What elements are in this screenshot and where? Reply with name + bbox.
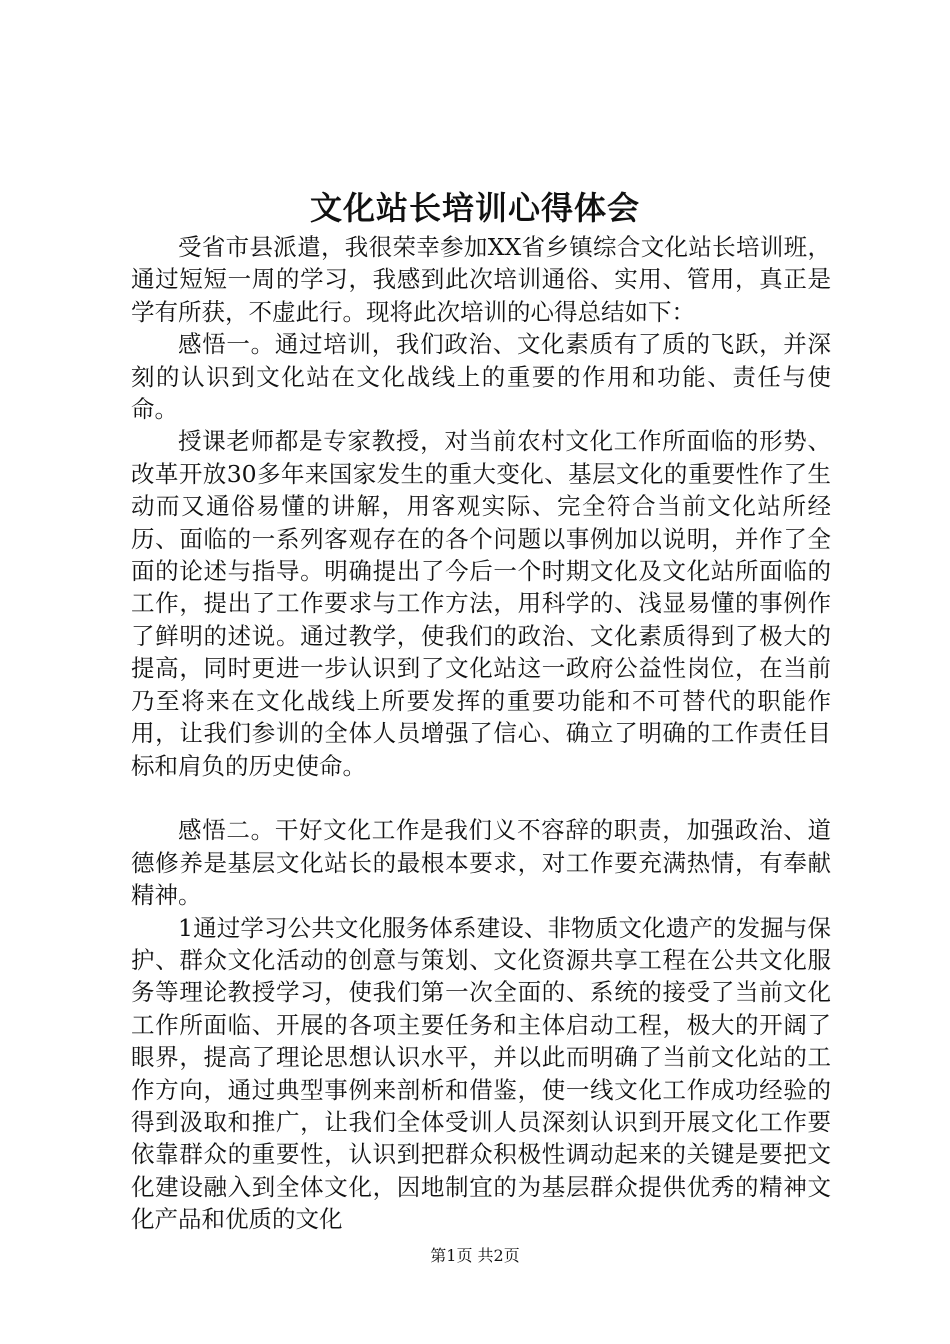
paragraph-point-one: 1通过学习公共文化服务体系建设、非物质文化遗产的发掘与保护、群众文化活动的创意与策划、文化资源共享工程在公共文化服务等理论教授学习，使我们第一次全面的、系统的接受了当前文化工作所面临、开展的各项主要任务和主体启动工程，极大的开阔了眼界，提高了理论思想认识水平，并以此而明确了当前文化站的工作方向，通过典型事例来剖析和借鉴，使一线文化工作成功经验的得到汲取和推广，让我们全体受训人员深刻认识到开展文化工作要依靠群众的重要性，认识到把群众积极性调动起来的关键是要把文化建设融入到全体文化，因地制宜的为基层群众提供优秀的精神文化产品和优质的文化 [131,913,831,1234]
paragraph-insight-two: 感悟二。干好文化工作是我们义不容辞的职责，加强政治、道德修养是基层文化站长的最根本要求，对工作要充满热情，有奉献精神。 [131,816,831,910]
document-title: 文化站长培训心得体会 [309,189,640,227]
paragraph-insight-one: 感悟一。通过培训，我们政治、文化素质有了质的飞跃，并深刻的认识到文化站在文化战线上的重要的作用和功能、责任与使命。 [131,330,831,424]
paragraph-intro: 受省市县派遣，我很荣幸参加XX省乡镇综合文化站长培训班，通过短短一周的学习，我感到此次培训通俗、实用、管用，真正是学有所获，不虚此行。现将此次培训的心得总结如下： [131,233,831,326]
paragraph-lecturers: 授课老师都是专家教授，对当前农村文化工作所面临的形势、改革开放30多年来国家发生的重大变化、基层文化的重要性作了生动而又通俗易懂的讲解，用客观实际、完全符合当前文化站所经历、面临的一系列客观存在的各个问题以事例加以说明，并作了全面的论述与指导。明确提出了今后一个时期文化及文化站所面临的工作，提出了工作要求与工作方法，用科学的、浅显易懂的事例作了鲜明的述说。通过教学，使我们的政治、文化素质得到了极大的提高，同时更进一步认识到了文化站这一政府公益性岗位，在当前乃至将来在文化战线上所要发挥的重要功能和不可替代的职能作用，让我们参训的全体人员增强了信心、确立了明确的工作责任目标和肩负的历史使命。 [131,427,831,780]
document-body [131,231,831,1236]
page-footer: 第1页 共2页 [430,1246,520,1265]
